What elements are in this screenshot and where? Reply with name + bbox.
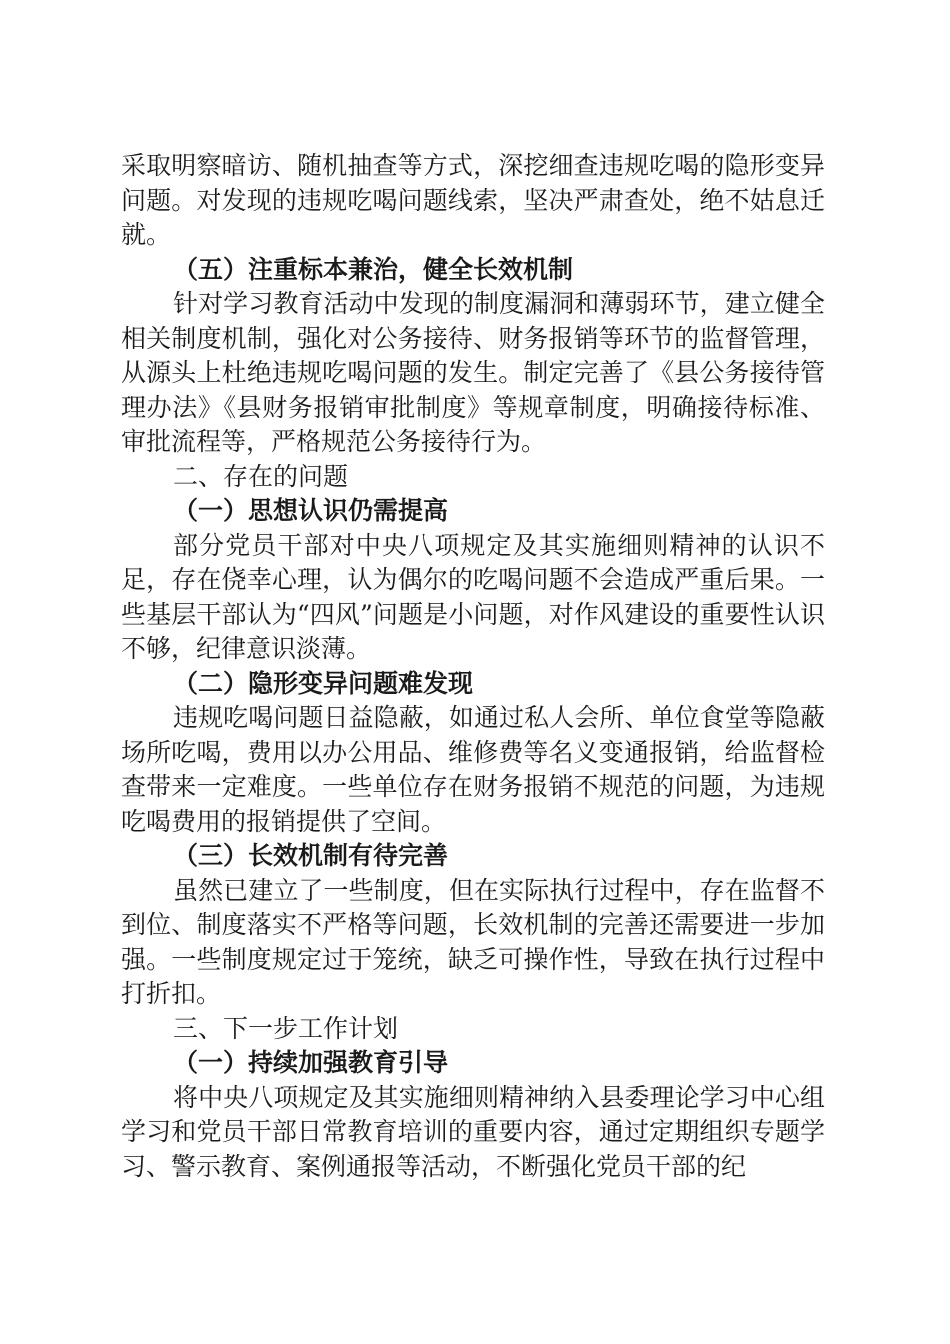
body-paragraph: 将中央八项规定及其实施细则精神纳入县委理论学习中心组学习和党员干部日常教育培训的重要内容，通过定期组织专题学习、警示教育、案例通报等活动，不断强化党员干部的纪 bbox=[121, 1082, 825, 1181]
section-heading-1: （一）思想认识仍需提高 bbox=[173, 496, 449, 525]
body-paragraph: 违规吃喝问题日益隐蔽，如通过私人会所、单位食堂等隐蔽场所吃喝，费用以办公用品、维修费等名义变通报销，给监督检查带来一定难度。一些单位存在财务报销不规范的问题，为违规吃喝费用的报销提供了空间。 bbox=[121, 703, 825, 836]
body-paragraph: 采取明察暗访、随机抽查等方式，深挖细查违规吃喝的隐形变异问题。对发现的违规吃喝问题线索，坚决严肃查处，绝不姑息迁就。 bbox=[121, 151, 825, 249]
body-paragraph: 部分党员干部对中央八项规定及其实施细则精神的认识不足，存在侥幸心理，认为偶尔的吃喝问题不会造成严重后果。一些基层干部认为“四风”问题是小问题，对作风建设的重要性认识不够，纪律意识淡薄。 bbox=[121, 530, 825, 663]
section-heading-1: （一）持续加强教育引导 bbox=[173, 1048, 449, 1077]
body-paragraph: 针对学习教育活动中发现的制度漏洞和薄弱环节，建立健全相关制度机制，强化对公务接待、财务报销等环节的监督管理，从源头上杜绝违规吃喝问题的发生。制定完善了《县公务接待管理办法》《县财务报销审批制度》等规章制度，明确接待标准、审批流程等，严格规范公务接待行为。 bbox=[121, 289, 825, 456]
section-heading-2: （二）隐形变异问题难发现 bbox=[173, 668, 474, 698]
section-heading-5: （五）注重标本兼治，健全长效机制 bbox=[173, 254, 574, 284]
body-paragraph: 虽然已建立了一些制度，但在实际执行过程中，存在监督不到位、制度落实不严格等问题，长效机制的完善还需要进一步加强。一些制度规定过于笼统，缺乏可操作性，导致在执行过程中打折扣。 bbox=[121, 875, 825, 1008]
document-body bbox=[121, 149, 825, 1184]
section-heading-3: （三）长效机制有待完善 bbox=[173, 841, 449, 870]
chapter-heading-3: 三、下一步工作计划 bbox=[173, 1013, 399, 1043]
chapter-heading-2: 二、存在的问题 bbox=[173, 461, 349, 491]
